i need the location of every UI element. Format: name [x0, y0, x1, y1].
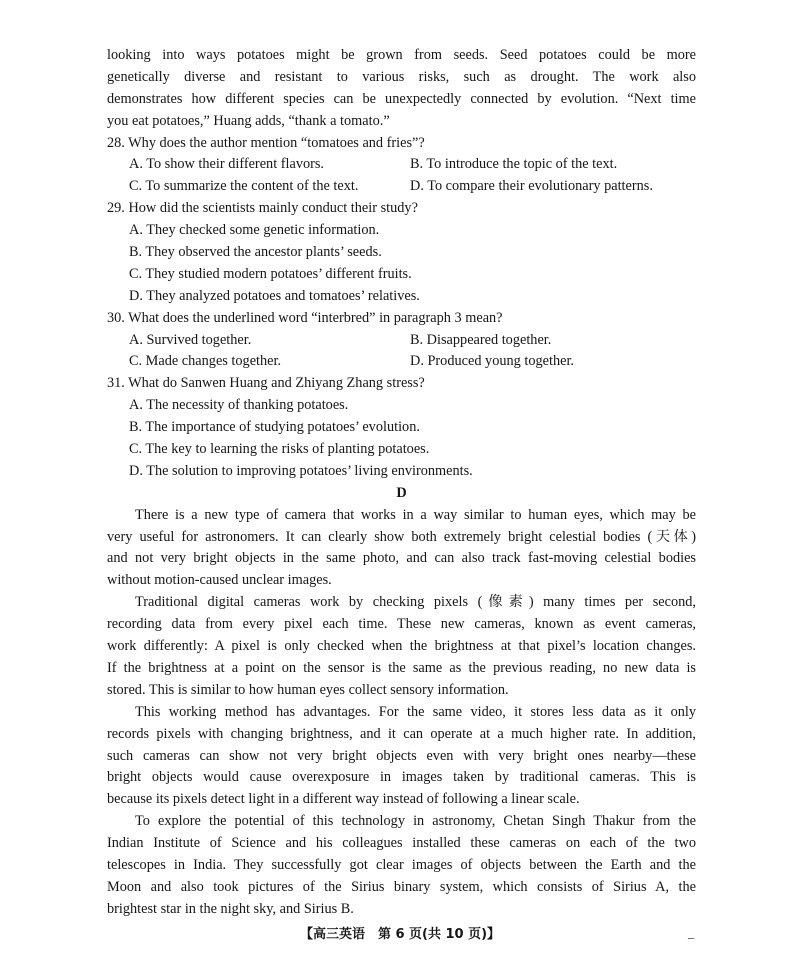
question-stem: 29. How did the scientists mainly conduct their study?: [107, 200, 418, 217]
corner-mark: –: [688, 930, 694, 944]
passage-c-tail: [107, 45, 696, 133]
passage-line: brightest star in the night sky, and Sirius B.: [107, 900, 354, 917]
question-30: [107, 308, 696, 374]
page-content: [107, 45, 696, 921]
option-d[interactable]: D. To compare their evolutionary patterns.: [410, 178, 653, 195]
passage-line: looking into ways potatoes might be grown from seeds. Seed potatoes could be more: [107, 47, 696, 63]
passage-line: bright objects would cause overexposure in images taken by traditional cameras. This is: [107, 769, 696, 786]
option-b[interactable]: B. The importance of studying potatoes’ evolution.: [129, 419, 420, 436]
option-d[interactable]: D. Produced young together.: [410, 353, 574, 370]
option-a[interactable]: A. The necessity of thanking potatoes.: [129, 397, 349, 414]
option-row: [107, 351, 696, 373]
paragraph-1: [107, 505, 696, 593]
passage-line: demonstrates how different species can be unexpectedly connected by evolution. “Next time: [107, 90, 696, 107]
option-row: [107, 154, 696, 176]
option-c[interactable]: C. To summarize the content of the text.: [129, 178, 359, 195]
passage-line: without motion-caused unclear images.: [107, 572, 332, 589]
option-c[interactable]: C. Made changes together.: [129, 353, 282, 370]
option-row: [107, 330, 696, 352]
passage-line: work differently: A pixel is only checked when the brightness at that pixel’s location changes.: [107, 638, 696, 655]
passage-line: If the brightness at a point on the sensor is the same as the previous reading, no new data is: [107, 659, 696, 676]
option-a[interactable]: A. They checked some genetic information.: [129, 222, 380, 239]
question-28: [107, 133, 696, 199]
page-footer: 【高三英语 第 6 页(共 10 页)】: [299, 927, 501, 942]
option-a[interactable]: A. Survived together.: [129, 331, 252, 348]
passage-line: genetically diverse and resistant to various risks, such as drought. The work also: [107, 68, 696, 85]
passage-line: telescopes in India. They successfully got clear images of objects between the Earth and the: [107, 856, 696, 873]
passage-line: stored. This is similar to how human eyes collect sensory information.: [107, 681, 509, 698]
section-heading: D: [396, 484, 407, 501]
passage-line: you eat potatoes,” Huang adds, “thank a tomato.”: [107, 112, 390, 129]
passage-line: records pixels with changing brightness, and it can operate at a much higher rate. In addition,: [107, 725, 696, 742]
option-b[interactable]: B. They observed the ancestor plants’ seeds.: [129, 244, 382, 261]
question-stem: 28. Why does the author mention “tomatoes and fries”?: [107, 134, 425, 151]
paragraph-2: [107, 592, 696, 701]
passage-line: There is a new type of camera that works in a way similar to human eyes, which may be: [135, 506, 696, 523]
passage-line: To explore the potential of this technology in astronomy, Chetan Singh Thakur from the: [135, 813, 696, 830]
option-c[interactable]: C. The key to learning the risks of planting potatoes.: [129, 441, 430, 458]
passage-d: [107, 505, 696, 921]
question-stem: 30. What does the underlined word “interbred” in paragraph 3 mean?: [107, 309, 503, 326]
passage-line: Indian Institute of Science and his colleagues installed these cameras on each of the two: [107, 835, 696, 852]
option-a[interactable]: A. To show their different flavors.: [129, 156, 325, 173]
passage-line: Traditional digital cameras work by checking pixels (像素) many times per second,: [135, 594, 696, 611]
option-b[interactable]: B. To introduce the topic of the text.: [410, 156, 618, 173]
passage-line: such cameras can show not very bright objects even with very bright ones nearby—these: [107, 747, 696, 764]
passage-line: very useful for astronomers. It can clearly show both extremely bright celestial bodies (天体): [107, 528, 696, 545]
passage-line: because its pixels detect light in a different way instead of following a linear scale.: [107, 791, 580, 808]
question-31: [107, 373, 696, 482]
option-b[interactable]: B. Disappeared together.: [410, 331, 552, 348]
option-row: [107, 176, 696, 198]
passage-line: recording data from every pixel each time. These new cameras, known as event cameras,: [107, 616, 696, 633]
question-stem: 31. What do Sanwen Huang and Zhiyang Zhang stress?: [107, 375, 425, 392]
passage-line: and not very bright objects in the same photo, and can also track fast-moving celestial bodies: [107, 550, 696, 567]
passage-line: Moon and also took pictures of the Sirius binary system, which consists of Sirius A, the: [107, 878, 696, 895]
option-c[interactable]: C. They studied modern potatoes’ different fruits.: [129, 265, 412, 282]
passage-line: This working method has advantages. For the same video, it stores less data as it only: [135, 703, 696, 720]
paragraph-4: [107, 811, 696, 920]
question-29: [107, 198, 696, 307]
paragraph-3: [107, 702, 696, 811]
option-d[interactable]: D. The solution to improving potatoes’ living environments.: [129, 462, 473, 479]
option-d[interactable]: D. They analyzed potatoes and tomatoes’ relatives.: [129, 287, 420, 304]
